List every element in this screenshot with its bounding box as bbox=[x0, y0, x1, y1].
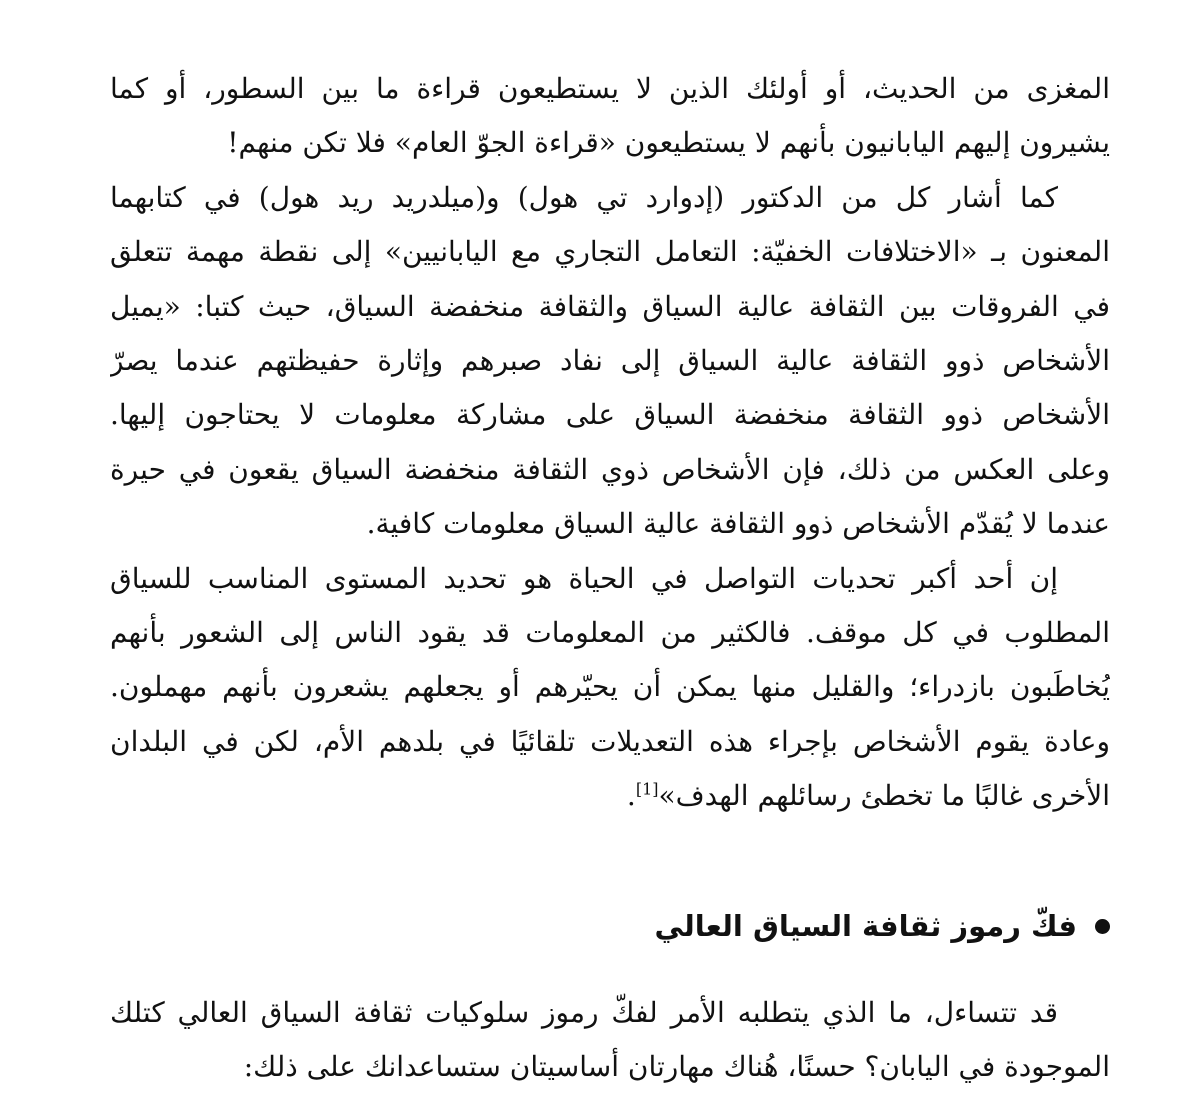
text-line: في الفروقات بين الثقافة عالية السياق والثقافة منخفضة السياق، حيث كتبا: «يميل bbox=[110, 289, 1110, 323]
text-line: الموجودة في اليابان؟ حسنًا، هُناك مهارتان أساسيتان ستساعدانك على ذلك: bbox=[243, 1050, 1110, 1084]
body-text-top bbox=[110, 62, 1110, 823]
text-line-tail: . bbox=[626, 779, 636, 813]
text-line: الأشخاص ذوو الثقافة منخفضة السياق على مشاركة معلومات لا يحتاجون إليها. bbox=[110, 398, 1110, 432]
text-line: الأشخاص ذوو الثقافة عالية السياق إلى نفاد صبرهم وإثارة حفيظتهم عندما يصرّ bbox=[110, 343, 1110, 377]
text-line: إن أحد أكبر تحديات التواصل في الحياة هو تحديد المستوى المناسب للسياق bbox=[110, 561, 1058, 595]
text-line-content: الأخرى غالبًا ما تخطئ رسائلهم الهدف» bbox=[658, 779, 1110, 813]
text-line: كما أشار كل من الدكتور (إدوارد تي هول) و(ميلدريد ريد هول) في كتابهما bbox=[110, 180, 1058, 214]
text-line: وعلى العكس من ذلك، فإن الأشخاص ذوي الثقافة منخفضة السياق يقعون في حيرة bbox=[110, 452, 1110, 486]
text-line: المغزى من الحديث، أو أولئك الذين لا يستطيعون قراءة ما بين السطور، أو كما bbox=[110, 72, 1110, 105]
bullet-icon bbox=[1095, 919, 1110, 934]
text-line: يُخاطَبون بازدراء؛ والقليل منها يمكن أن يحيّرهم أو يجعلهم يشعرون بأنهم مهملون. bbox=[110, 670, 1110, 704]
section-heading bbox=[655, 898, 1110, 954]
text-line: المطلوب في كل موقف. فالكثير من المعلومات قد يقود الناس إلى الشعور بأنهم bbox=[110, 615, 1110, 649]
text-line-with-reference bbox=[110, 769, 1110, 823]
text-line: يشيرون إليهم اليابانيون بأنهم لا يستطيعون «قراءة الجوّ العام» فلا تكن منهم! bbox=[227, 126, 1110, 160]
body-text-bottom bbox=[110, 986, 1110, 1095]
text-line: عندما لا يُقدّم الأشخاص ذوو الثقافة عالية السياق معلومات كافية. bbox=[366, 507, 1110, 541]
section-heading-text: فكّ رموز ثقافة السياق العالي bbox=[654, 909, 1077, 943]
text-line: المعنون بـ «الاختلافات الخفيّة: التعامل التجاري مع اليابانيين» إلى نقطة مهمة تتعلق bbox=[110, 235, 1110, 269]
text-line: وعادة يقوم الأشخاص بإجراء هذه التعديلات تلقائيًا في بلدهم الأم، لكن في البلدان bbox=[110, 724, 1110, 758]
footnote-reference[interactable]: [1] bbox=[635, 779, 659, 799]
text-line: قد تتساءل، ما الذي يتطلبه الأمر لفكّ رموز سلوكيات ثقافة السياق العالي كتلك bbox=[110, 996, 1058, 1029]
